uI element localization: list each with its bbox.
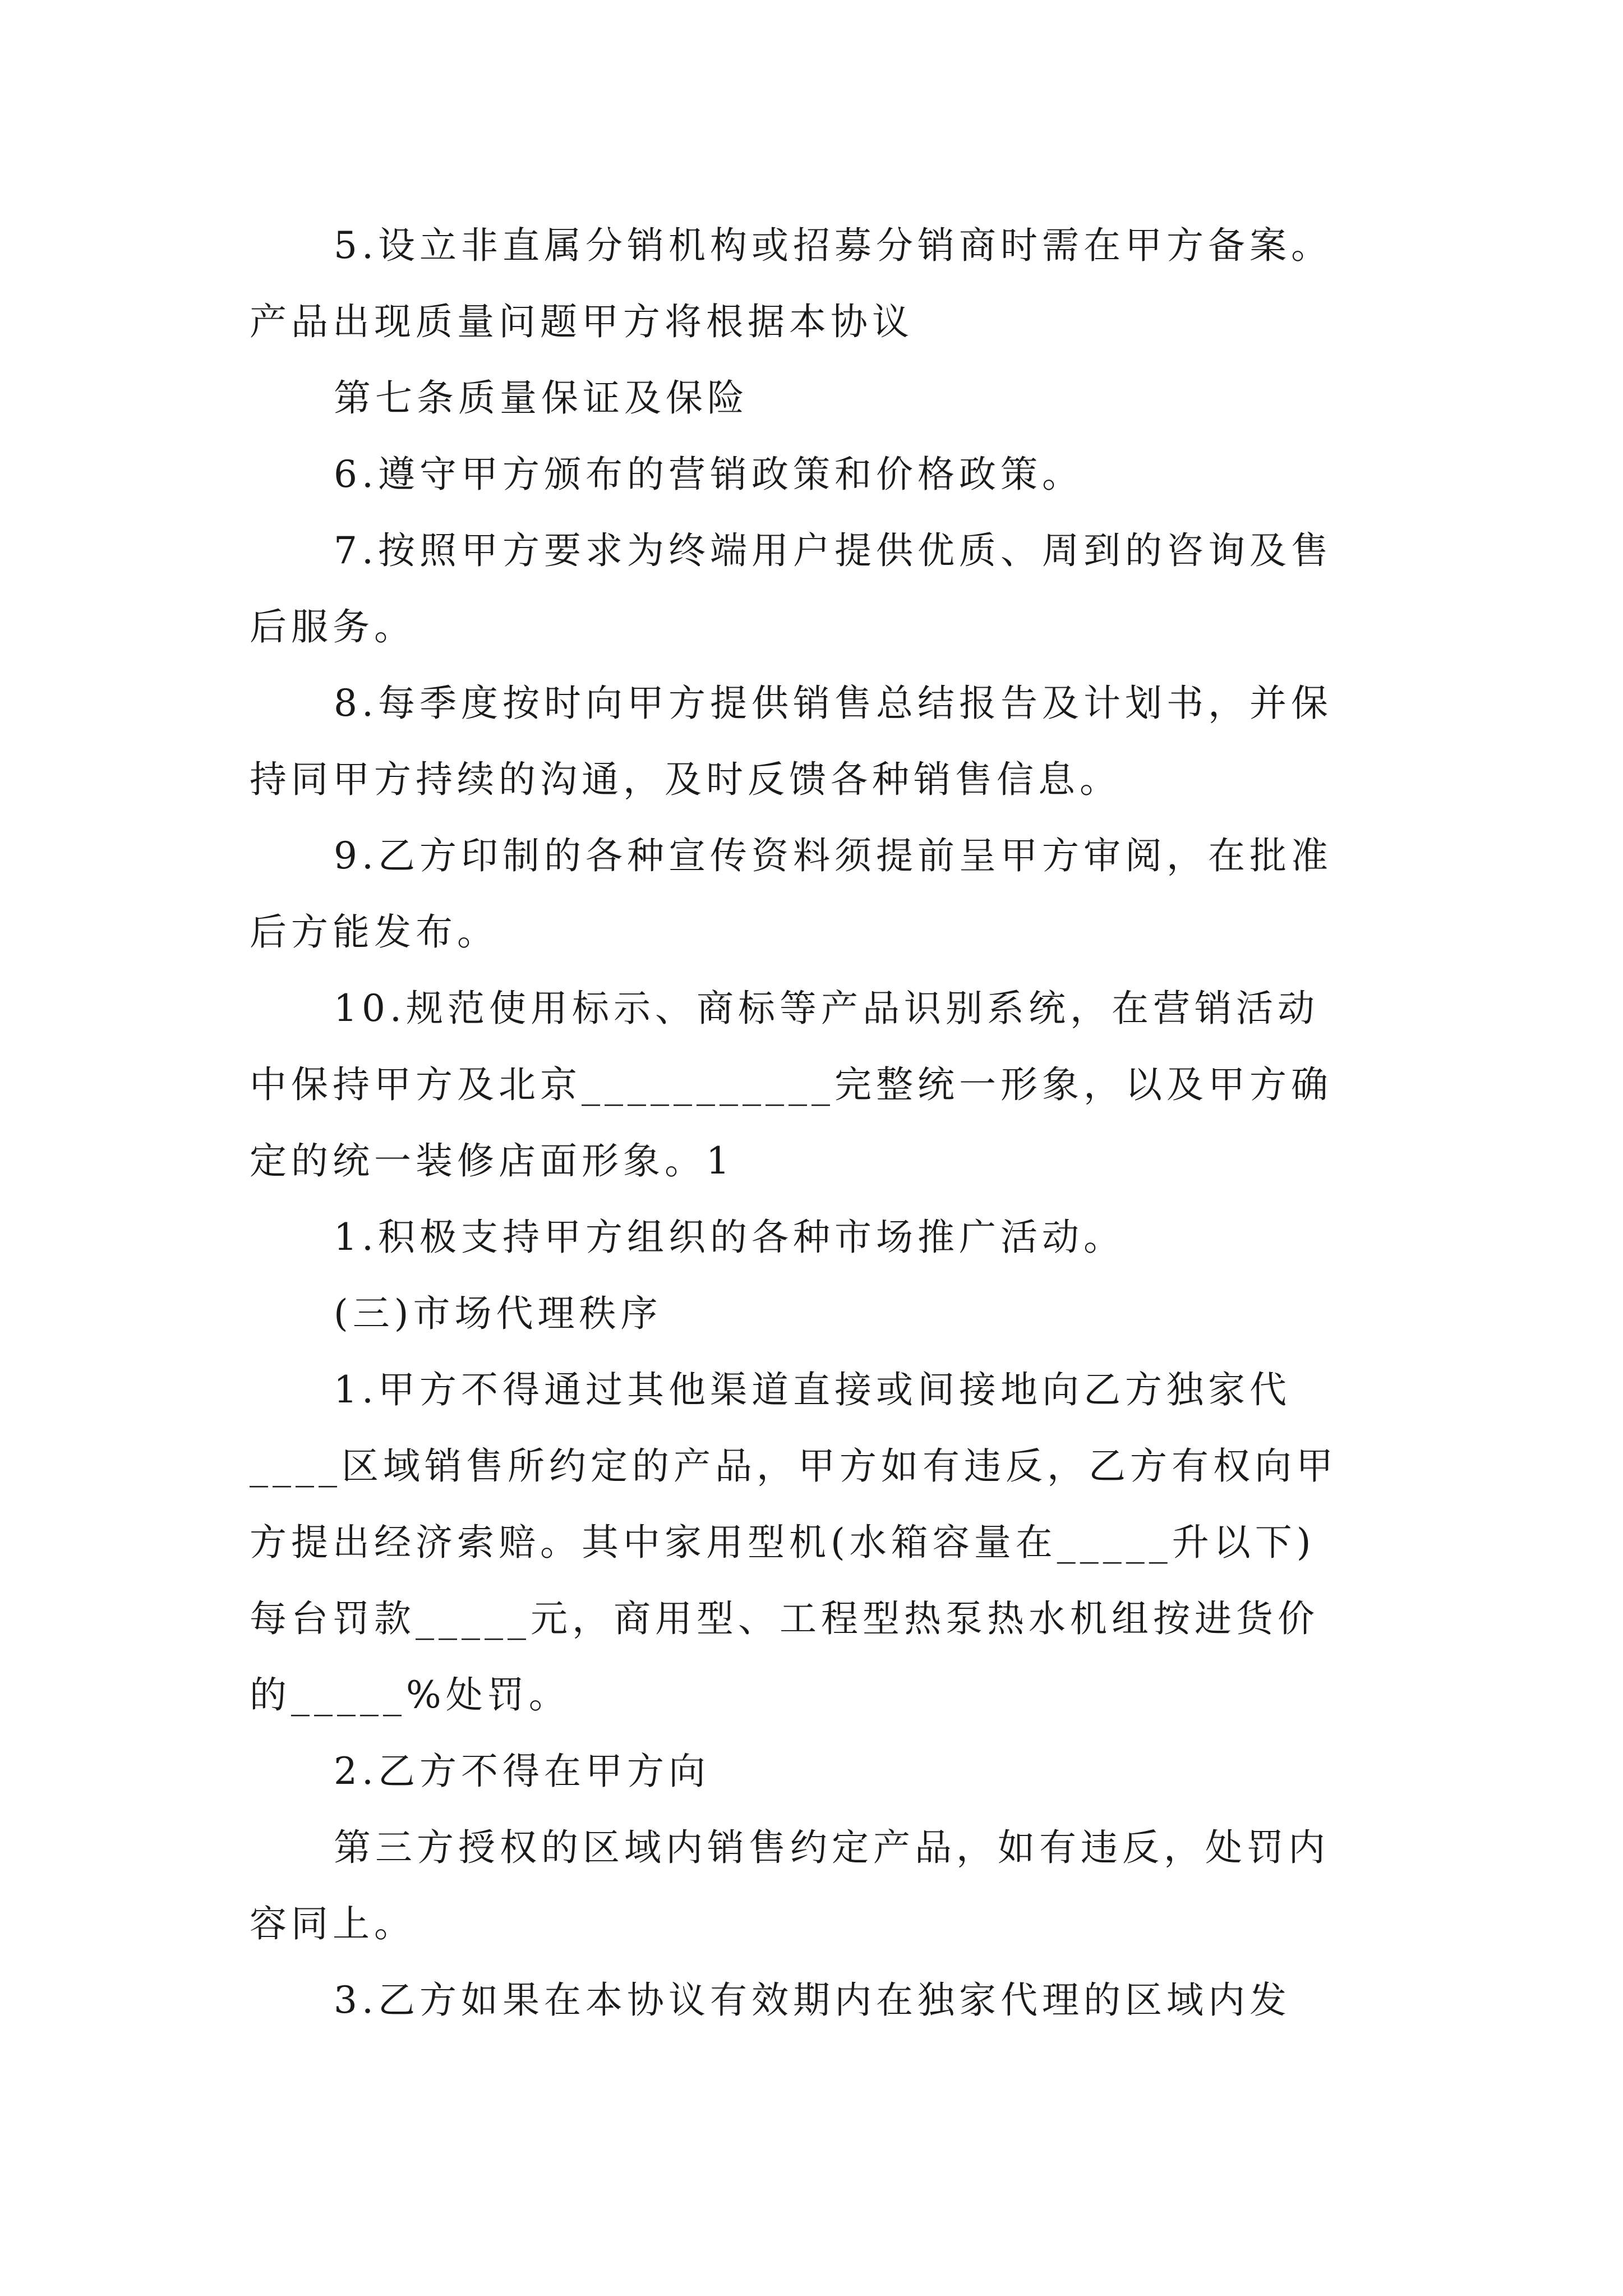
text-line: 5.设立非直属分销机构或招募分销商时需在甲方备案。 <box>334 224 1332 267</box>
text-line: 的_____%处罚。 <box>250 1673 570 1717</box>
paragraph-item-1-promotion <box>250 1199 1394 1276</box>
text-line: (三)市场代理秩序 <box>334 1292 662 1335</box>
text-line: 2.乙方不得在甲方向 <box>334 1750 710 1793</box>
text-line: 10.规范使用标示、商标等产品识别系统，在营销活动 <box>334 987 1319 1030</box>
text-line: 1.甲方不得通过其他渠道直接或间接地向乙方独家代 <box>334 1368 1291 1411</box>
text-line: 6.遵守甲方颁布的营销政策和价格政策。 <box>334 453 1083 496</box>
text-line: 后方能发布。 <box>250 910 499 954</box>
text-line: 9.乙方印制的各种宣传资料须提前呈甲方审阅，在批准 <box>334 834 1332 877</box>
text-line: 7.按照甲方要求为终端用户提供优质、周到的咨询及售 <box>334 529 1332 572</box>
text-line: 容同上。 <box>250 1902 416 1945</box>
paragraph-item-5 <box>250 208 1394 360</box>
text-line: 后服务。 <box>250 605 416 648</box>
text-line: ____区域销售所约定的产品，甲方如有违反，乙方有权向甲 <box>250 1444 1338 1488</box>
paragraph-item-10 <box>250 970 1394 1199</box>
text-line: 1.积极支持甲方组织的各种市场推广活动。 <box>334 1216 1125 1259</box>
text-line: 产品出现质量问题甲方将根据本协议 <box>250 300 914 343</box>
paragraph-item-7 <box>250 513 1394 665</box>
paragraph-item-8 <box>250 665 1394 818</box>
paragraph-order-item-3 <box>250 1962 1394 2039</box>
text-line: 方提出经济索赔。其中家用型机(水箱容量在_____升以下) <box>250 1521 1316 1564</box>
paragraph-item-9 <box>250 818 1394 970</box>
text-line: 3.乙方如果在本协议有效期内在独家代理的区域内发 <box>334 1978 1291 2022</box>
paragraph-third-party <box>250 1810 1394 1962</box>
text-line: 第七条质量保证及保险 <box>334 376 749 420</box>
section-heading-article-7 <box>250 360 1394 436</box>
text-line: 每台罚款_____元，商用型、工程型热泵热水机组按进货价 <box>250 1597 1319 1640</box>
section-heading-market-order <box>250 1276 1394 1352</box>
text-line: 第三方授权的区域内销售约定产品，如有违反，处罚内 <box>334 1826 1330 1869</box>
text-line: 中保持甲方及北京___________完整统一形象，以及甲方确 <box>250 1063 1332 1106</box>
paragraph-order-item-2 <box>250 1733 1394 1810</box>
text-line: 持同甲方持续的沟通，及时反馈各种销售信息。 <box>250 758 1121 801</box>
paragraph-order-item-1 <box>250 1352 1394 1733</box>
text-line: 8.每季度按时向甲方提供销售总结报告及计划书，并保 <box>334 682 1332 725</box>
document-body <box>250 208 1394 2039</box>
text-line: 定的统一装修店面形象。1 <box>250 1139 734 1182</box>
paragraph-item-6 <box>250 436 1394 513</box>
